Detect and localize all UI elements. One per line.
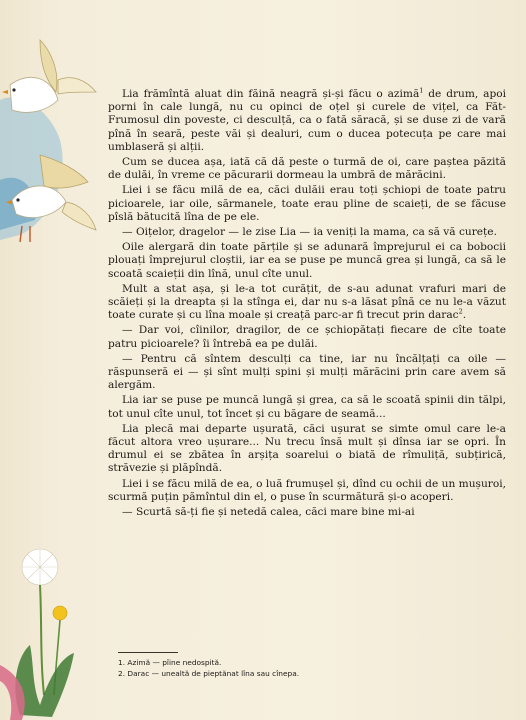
- footnote-1: 1. Azimă — pîine nedospită.: [118, 658, 222, 667]
- paragraph-5: Oile alergară din toate părțile și se adunară împrejurul ei ca bobocii plouați împrejurul cloștii, iar ea se puse pe muncă grea și lungă, ca să le scoată scaieții din lînă, unul cîte unul.: [108, 241, 506, 280]
- doves-illustration: [0, 30, 112, 260]
- footnote-ref-2: 2: [458, 307, 463, 316]
- paragraph-11: Liei i se făcu milă de ea, o luă frumușel și, dînd cu ochii de un mușuroi, scurmă puțin pămîntul din el, o puse în scurmătură și-o acoperi.: [108, 477, 506, 503]
- story-text: [108, 88, 506, 521]
- dandelion-illustration: [0, 545, 100, 720]
- paragraph-8: — Pentru că sîntem desculți ca tine, iar nu încălțați ca oile — răspunseră ei — și sînt mulți spini și mulți mărăcini prin care avem să alergăm.: [108, 352, 506, 392]
- paragraph-7: — Dar voi, cîinilor, dragilor, de ce șchiopătați fiecare de cîte toate patru picioarele? îi întrebă ea pe dulăi.: [108, 324, 506, 350]
- footnotes: [118, 652, 498, 679]
- footnote-ref-1: 1: [419, 86, 424, 95]
- paragraph-4: — Oițelor, dragelor — le zise Lia — ia veniți la mama, ca să vă curețe.: [122, 226, 497, 239]
- dove-upper: [2, 40, 96, 112]
- paragraph-12: — Scurtă să-ți fie și netedă calea, căci mare bine mi-ai: [122, 506, 415, 519]
- dandelion-seedhead: [22, 549, 58, 585]
- paragraph-2: Cum se ducea așa, iată că dă peste o turmă de oi, care paștea păzită de dulăi, în vreme ce păcurarii dormeau la umbră de mărăcini.: [108, 156, 506, 182]
- footnote-rule: [118, 652, 178, 653]
- paragraph-3: Liei i se făcu milă de ea, căci dulăii erau toți șchiopi de toate patru picioarele, iar oile, sărmanele, toate erau pline de scaieți, de se făcuse pîslă bătucită lîna de pe ele.: [108, 184, 506, 223]
- paragraph-6: Mult a stat așa, și le-a tot curățit, de s-au adunat vrafuri mari de scăieți și la dreapta și la stînga ei, dar nu s-a lăsat pînă ce nu le-a văzut toate curate și cu lîna moale și creață parc-ar fi trecut prin darac$^2$.: [108, 282, 506, 322]
- paragraph-9: Lia iar se puse pe muncă lungă și grea, ca să le scoată spinii din tălpi, tot unul cîte unul, tot încet și cu băgare de seamă...: [108, 394, 506, 420]
- paragraph-1: Lia frămîntă aluat din făină neagră și-și făcu o azimă$^1$ de drum, apoi porni în cale lungă, nu cu opinci de oțel și curele de vițel, ca Făt-Frumosul din poveste, ci desculță, ca o fată săracă, și se duse zi de vară pînă în seară, peste văi și dealuri, cum o ducea potecuța pe care mai umblaseră și alții.: [108, 86, 506, 153]
- dandelion-stem: [40, 585, 44, 695]
- paragraph-10: Lia plecă mai departe ușurată, căci ușurat se simte omul care le-a făcut altora vreo ușurare... Nu trecu însă mult și dînsa iar se opri. În drumul ei se zbătea în arșița soarelui o biată de rîmuliță, subțirică, străvezie și plăpîndă.: [108, 422, 506, 475]
- footnote-2: 2. Darac — unealtă de pieptănat lîna sau cînepa.: [118, 669, 300, 678]
